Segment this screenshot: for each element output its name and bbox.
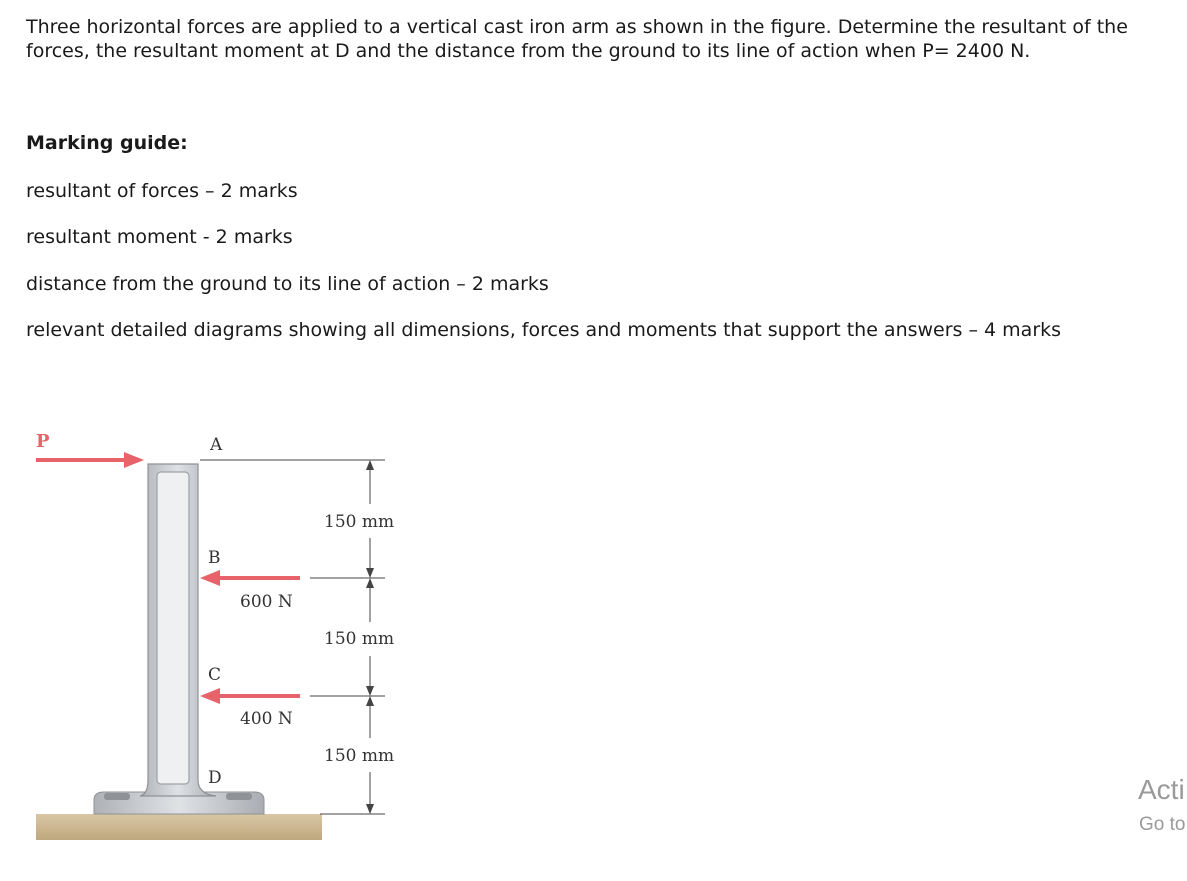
dim-2-label: 150 mm [324,629,395,649]
activation-watermark-subtitle: Go to [1139,814,1186,835]
point-b-label: B [208,548,221,568]
bolt-right-icon [226,793,252,800]
point-a-label: A [210,435,223,455]
point-c-label: C [208,665,222,685]
arm-inner-recess [157,472,189,784]
ground [36,814,322,840]
guide-item-distance: distance from the ground to its line of action – 2 marks [26,273,549,295]
guide-item-resultant-forces: resultant of forces – 2 marks [26,180,298,202]
dim-1-arrow-down-icon [366,568,374,578]
dim-3-arrow-down-icon [366,804,374,814]
cast-iron-arm-figure [20,420,420,850]
question-text: Three horizontal forces are applied to a vertical cast iron arm as shown in the figure. Determine the resultant of the forces, the resultant moment at D and the distance from the ground to its line of action when P= 2400 N. [26,16,1128,62]
dim-1-label: 150 mm [324,512,395,532]
force-p-label: P [36,431,50,452]
dim-3-label: 150 mm [324,746,395,766]
dim-2-arrow-down-icon [366,686,374,696]
bolt-left-icon [104,793,130,800]
dim-2-arrow-up-icon [366,578,374,588]
activation-watermark-title: Acti [1138,774,1185,805]
marking-guide-heading: Marking guide: [26,132,188,154]
force-b-arrowhead-icon [200,570,220,586]
guide-item-diagrams: relevant detailed diagrams showing all dimensions, forces and moments that support the answers – 4 marks [26,319,1062,341]
dim-3-arrow-up-icon [366,696,374,706]
point-d-label: D [208,768,222,788]
force-c-arrowhead-icon [200,688,220,704]
force-b-label: 600 N [240,592,293,612]
force-p-arrowhead-icon [124,452,144,468]
force-c-label: 400 N [240,709,293,729]
guide-item-resultant-moment: resultant moment - 2 marks [26,226,293,248]
dim-1-arrow-up-icon [366,460,374,470]
